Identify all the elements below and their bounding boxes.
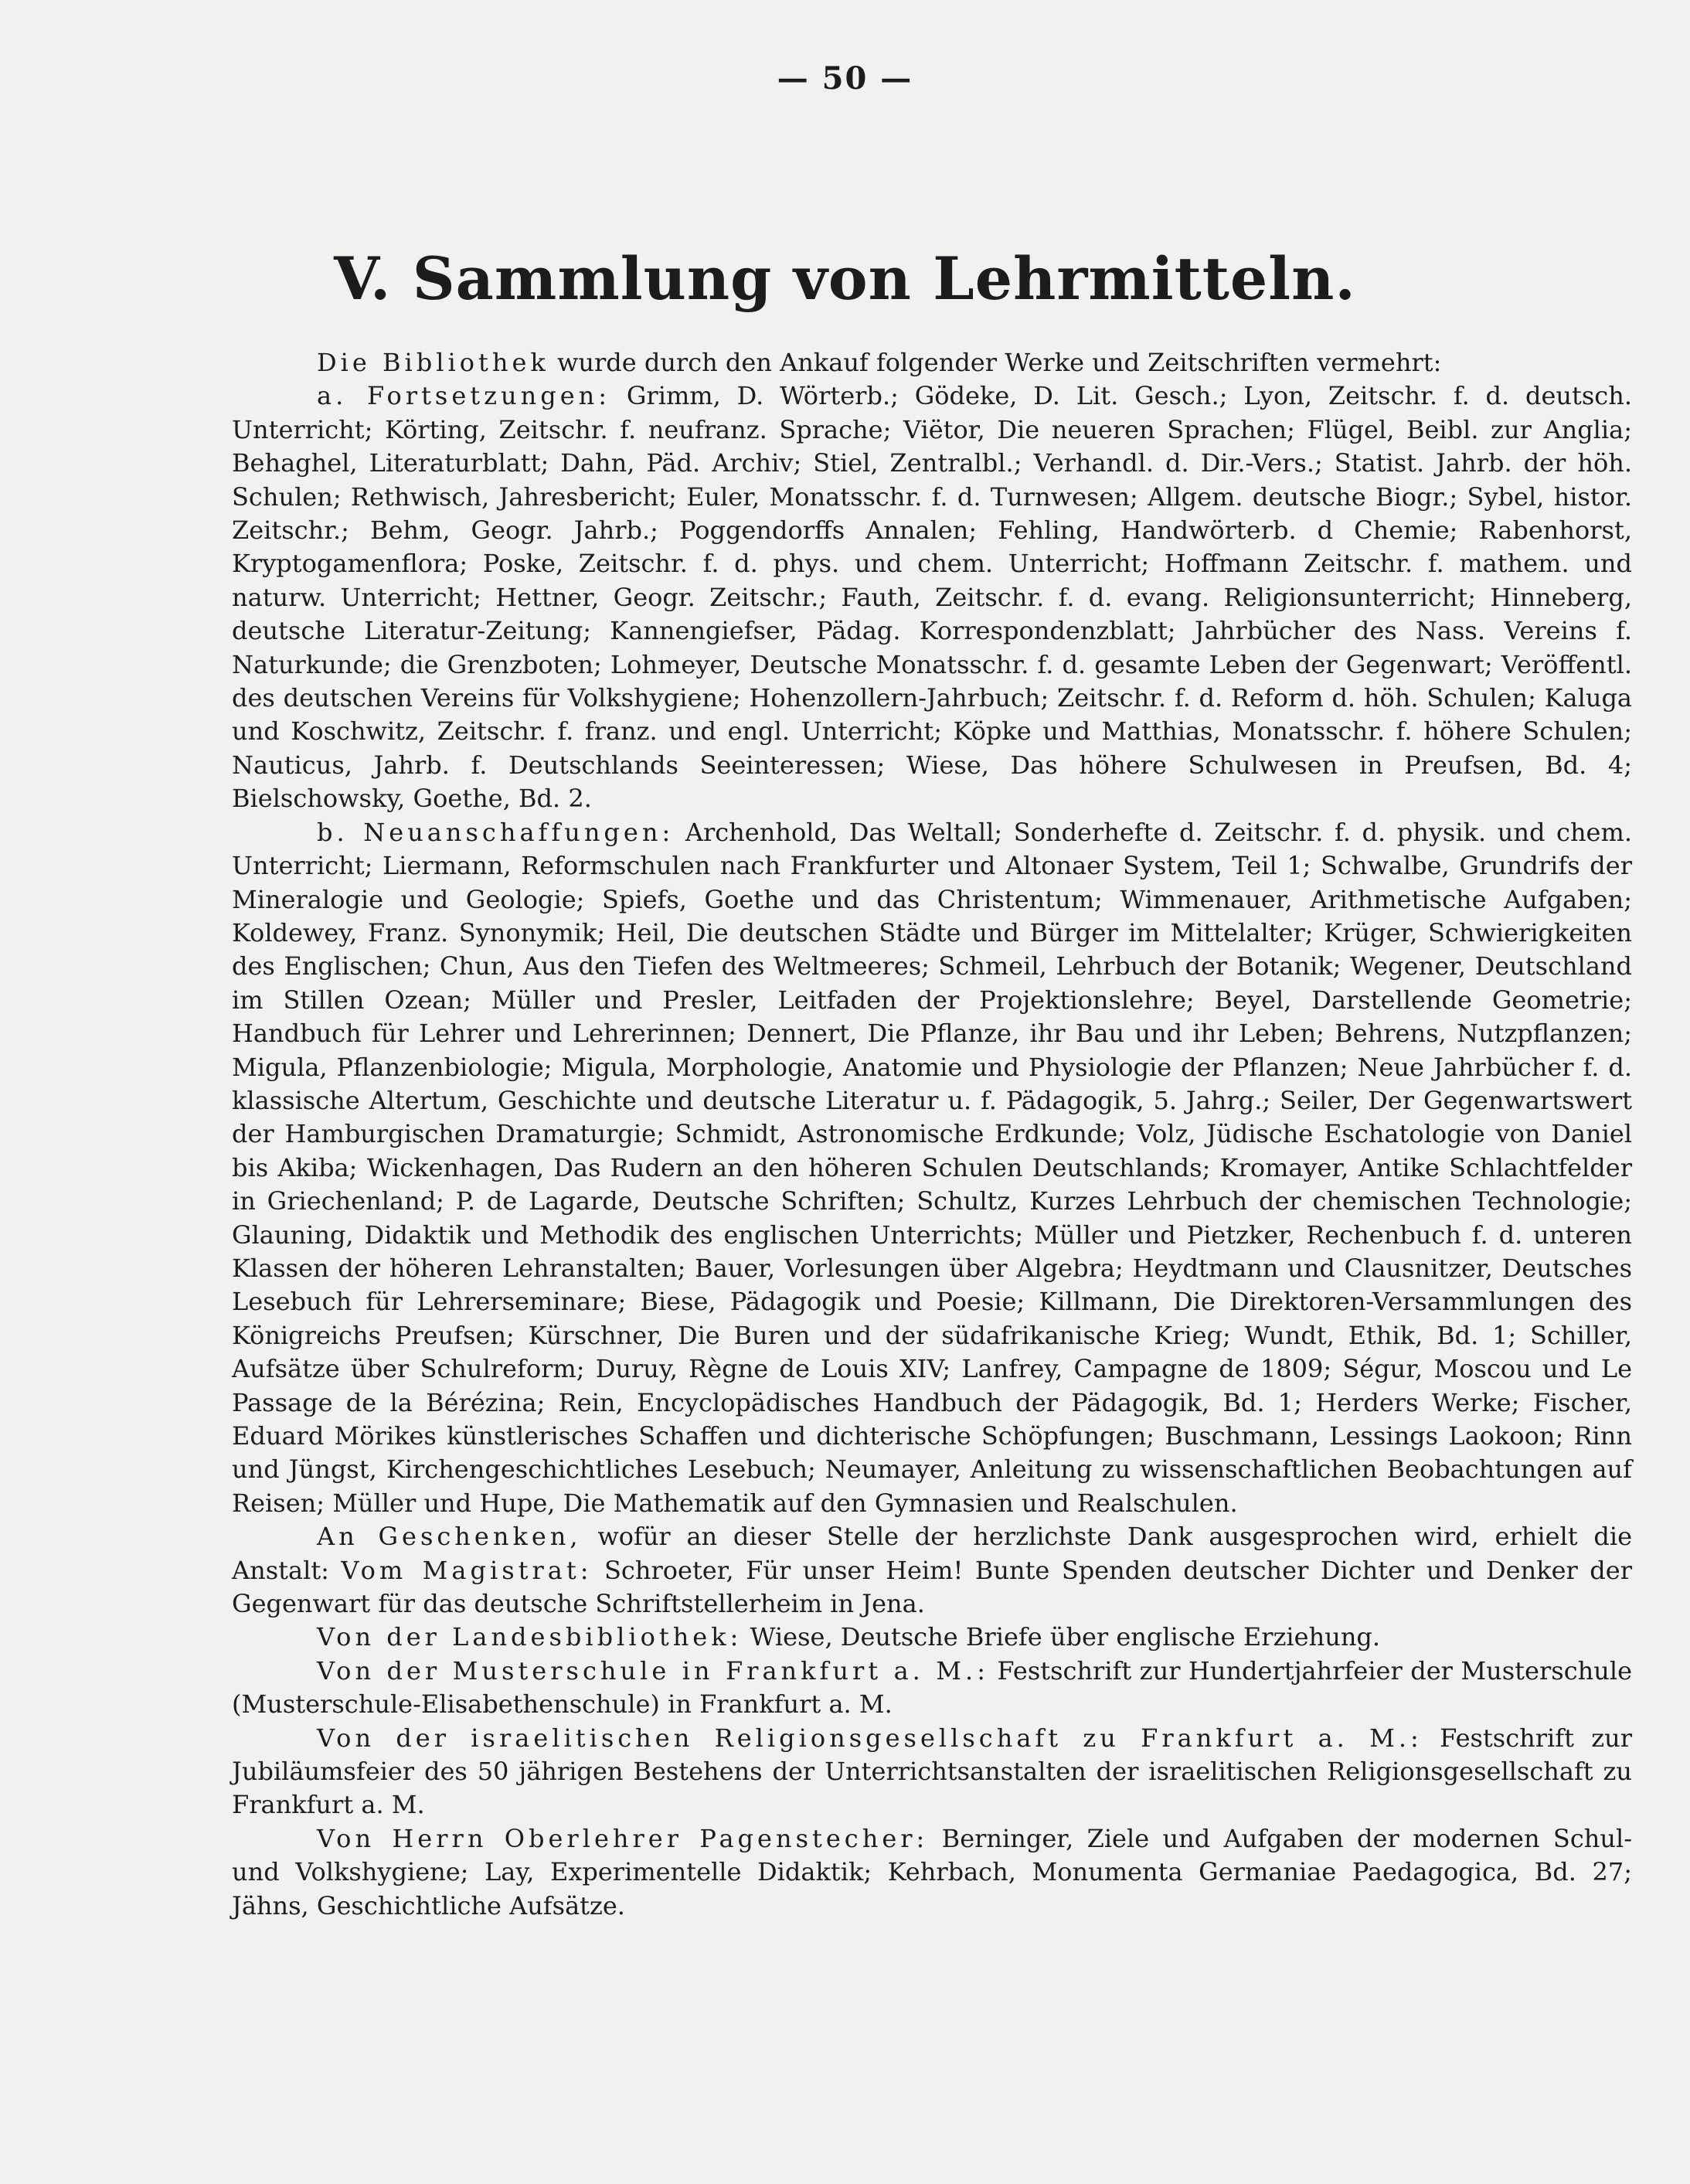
- paragraph-text: Festschrift zur Jubiläumsfeier des 50 jährigen Bestehens der Unterrichtsanstalten der israelitischen Religionsgesellschaft zu Frankfurt a. M.: [232, 1723, 1633, 1820]
- lead-phrase: a. Fortsetzungen:: [317, 381, 611, 411]
- paragraph-text: Archenhold, Das Weltall; Sonderhefte d. Zeitschr. f. d. physik. und chem. Unterricht; Liermann, Reformschulen nach Frankfurter und Altonaer System, Teil 1; Schwalbe, Grundrifs der Mineralogie und Geologie; Spiefs, Goethe und das Christentum; Wimmenauer, Arithmetische Aufgaben; Koldewey, Franz. Synonymik; Heil, Die deutschen Städte und Bürger im Mittelalter; Krüger, Schwierigkeiten des Englischen; Chun, Aus den Tiefen des Weltmeeres; Schmeil, Lehrbuch der Botanik; Wegener, Deutschland im Stillen Ozean; Müller und Presler, Leitfaden der Projektionslehre; Beyel, Darstellende Geometrie; Handbuch für Lehrer und Lehrerinnen; Dennert, Die Pflanze, ihr Bau und ihr Leben; Behrens, Nutzpflanzen; Migula, Pflanzenbiologie; Migula, Morphologie, Anatomie und Physiologie der Pflanzen; Neue Jahrbücher f. d. klassische Altertum, Geschichte und deutsche Literatur u. f. Pädagogik, 5. Jahrg.; Seiler, Der Gegenwartswert der Hamburgischen Dramaturgie; Schmidt, Astronomische Erdkunde; Volz, Jüdische Eschatologie von Daniel bis Akiba; Wickenhagen, Das Rudern an den höheren Schulen Deutschlands; Kromayer, Antike Schlachtfelder in Griechenland; P. de Lagarde, Deutsche Schriften; Schultz, Kurzes Lehrbuch der chemischen Technologie; Glauning, Didaktik und Methodik des englischen Unterrichts; Müller und Pietzker, Rechenbuch f. d. unteren Klassen der höheren Lehranstalten; Bauer, Vorlesungen über Algebra; Heydtmann und Clausnitzer, Deutsches Lesebuch für Lehrerseminare; Biese, Pädagogik und Poesie; Killmann, Die Direktoren-Versammlungen des Königreichs Preufsen; Kürschner, Die Buren und der südafrikanische Krieg; Wundt, Ethik, Bd. 1; Schiller, Aufsätze über Schulreform; Duruy, Règne de Louis XIV; Lanfrey, Campagne de 1809; Ségur, Moscou und Le Passage de la Bérézina; Rein, Encyclopädisches Handbuch der Pädagogik, Bd. 1; Herders Werke; Fischer, Eduard Mörikes künstlerisches Schaffen und dichterische Schöpfungen; Buschmann, Lessings Laokoon; Rinn und Jüngst, Kirchengeschichtliches Lesebuch; Neumayer, Anleitung zu wissenschaftlichen Beobachtungen auf Reisen; Müller und Hupe, Die Mathematik auf den Gymnasien und Realschulen.: [232, 817, 1633, 1518]
- paragraph-continuations: [232, 379, 1632, 815]
- lead-phrase-magistrat: Vom Magistrat:: [341, 1555, 593, 1585]
- lead-phrase: Von Herrn Oberlehrer Pagenstecher:: [317, 1823, 929, 1853]
- lead-phrase: An Geschenken,: [317, 1522, 582, 1552]
- page-number: — 50 —: [777, 60, 913, 97]
- paragraph-text: Wiese, Deutsche Briefe über englische Erziehung.: [742, 1622, 1381, 1652]
- body-text: [232, 346, 1632, 1923]
- paragraph-religionsgesellschaft: [232, 1722, 1632, 1822]
- paragraph-text: Berninger, Ziele und Aufgaben der modernen Schul- und Volkshygiene; Lay, Experimentelle Didaktik; Kehrbach, Monumenta Germaniae Paedagogica, Bd. 27; Jähns, Geschichtliche Aufsätze.: [232, 1823, 1633, 1920]
- lead-phrase: Von der Musterschule in Frankfurt a. M.:: [317, 1655, 989, 1686]
- lead-phrase: Die Bibliothek: [317, 348, 549, 377]
- paragraph-text-magistrat: Schroeter, Für unser Heim! Bunte Spenden deutscher Dichter und Denker der Gegenwart für das deutsche Schriftstellerheim in Jena.: [232, 1555, 1633, 1619]
- paragraph-new-acquisitions: [232, 816, 1632, 1521]
- paragraph-landesbibliothek: [232, 1621, 1632, 1654]
- lead-phrase: Von der israelitischen Religionsgesellschaft zu Frankfurt a. M.:: [317, 1723, 1423, 1753]
- paragraph-text: wofür an dieser Stelle der herzlichste Dank ausgesprochen wird, erhielt die Anstalt:: [232, 1522, 1633, 1585]
- paragraph-gifts: [232, 1520, 1632, 1621]
- lead-phrase: Von der Landesbibliothek:: [317, 1622, 743, 1652]
- paragraph-text: wurde durch den Ankauf folgender Werke und Zeitschriften vermehrt:: [549, 348, 1442, 377]
- paragraph-library-intro: [232, 346, 1632, 379]
- lead-phrase: b. Neuanschaffungen:: [317, 817, 675, 847]
- paragraph-text: Grimm, D. Wörterb.; Gödeke, D. Lit. Gesch.; Lyon, Zeitschr. f. d. deutsch. Unterricht; Körting, Zeitschr. f. neufranz. Sprache; Viëtor, Die neueren Sprachen; Flügel, Beibl. zur Anglia; Behaghel, Literaturblatt; Dahn, Päd. Archiv; Stiel, Zentralbl.; Verhandl. d. Dir.-Vers.; Statist. Jahrb. der höh. Schulen; Rethwisch, Jahresbericht; Euler, Monatsschr. f. d. Turnwesen; Allgem. deutsche Biogr.; Sybel, histor. Zeitschr.; Behm, Geogr. Jahrb.; Poggendorffs Annalen; Fehling, Handwörterb. d Chemie; Rabenhorst, Kryptogamenflora; Poske, Zeitschr. f. d. phys. und chem. Unterricht; Hoffmann Zeitschr. f. mathem. und naturw. Unterricht; Hettner, Geogr. Zeitschr.; Fauth, Zeitschr. f. d. evang. Religionsunterricht; Hinneberg, deutsche Literatur-Zeitung; Kannengiefser, Pädag. Korrespondenzblatt; Jahrbücher des Nass. Vereins f. Naturkunde; die Grenzboten; Lohmeyer, Deutsche Monatsschr. f. d. gesamte Leben der Gegenwart; Veröffentl. des deutschen Vereins für Volkshygiene; Hohenzollern-Jahrbuch; Zeitschr. f. d. Reform d. höh. Schulen; Kaluga und Koschwitz, Zeitschr. f. franz. und engl. Unterricht; Köpke und Matthias, Monatsschr. f. höhere Schulen; Nauticus, Jahrb. f. Deutschlands Seeinteressen; Wiese, Das höhere Schulwesen in Preufsen, Bd. 4; Bielschowsky, Goethe, Bd. 2.: [232, 381, 1633, 814]
- paragraph-pagenstecher: [232, 1822, 1632, 1923]
- paragraph-musterschule: [232, 1655, 1632, 1722]
- paragraph-text: Festschrift zur Hundertjahrfeier der Musterschule (Musterschule-Elisabethenschule) in Frankfurt a. M.: [232, 1655, 1633, 1720]
- section-title: V. Sammlung von Lehrmitteln.: [334, 244, 1356, 313]
